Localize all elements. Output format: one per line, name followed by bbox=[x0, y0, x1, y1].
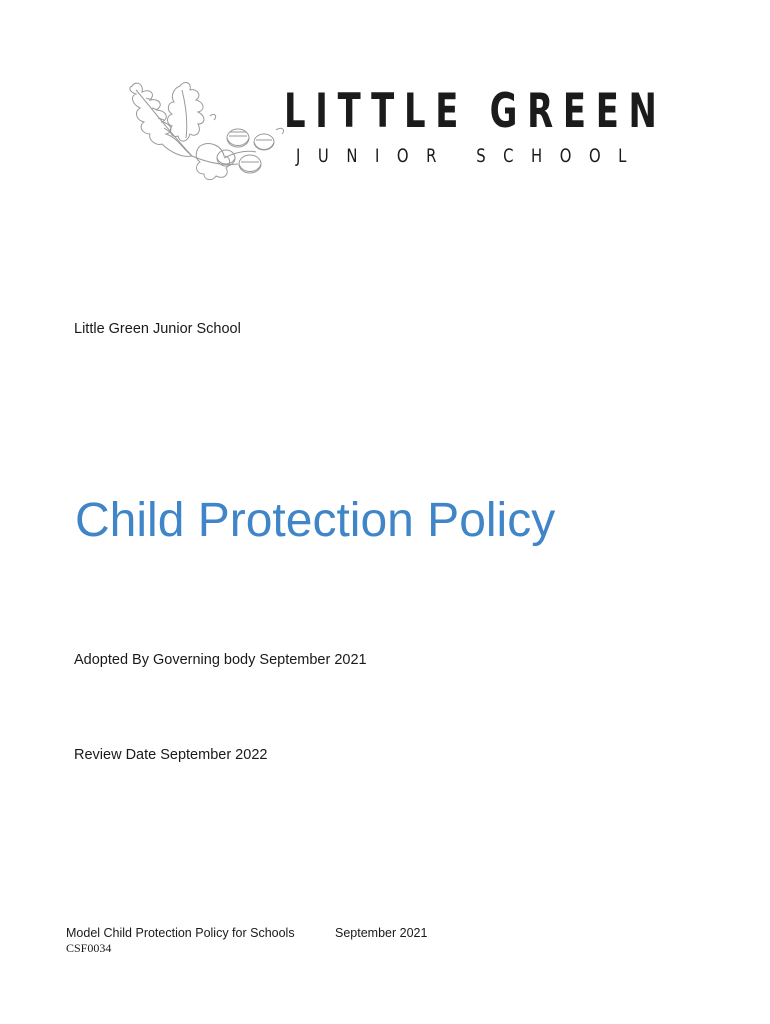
logo-title: LITTLE GREEN bbox=[284, 84, 667, 139]
school-name: Little Green Junior School bbox=[74, 321, 241, 337]
footer-date: September 2021 bbox=[335, 926, 428, 940]
adopted-date: Adopted By Governing body September 2021 bbox=[74, 652, 367, 668]
oak-leaf-acorn-icon bbox=[126, 76, 306, 186]
school-logo bbox=[126, 76, 667, 186]
footer-document-name: Model Child Protection Policy for Schools bbox=[66, 926, 295, 940]
review-date: Review Date September 2022 bbox=[74, 747, 268, 763]
page-title: Child Protection Policy bbox=[75, 494, 556, 547]
footer-code: CSF0034 bbox=[66, 941, 112, 955]
logo-subtitle: JUNIOR SCHOOL bbox=[296, 145, 644, 167]
